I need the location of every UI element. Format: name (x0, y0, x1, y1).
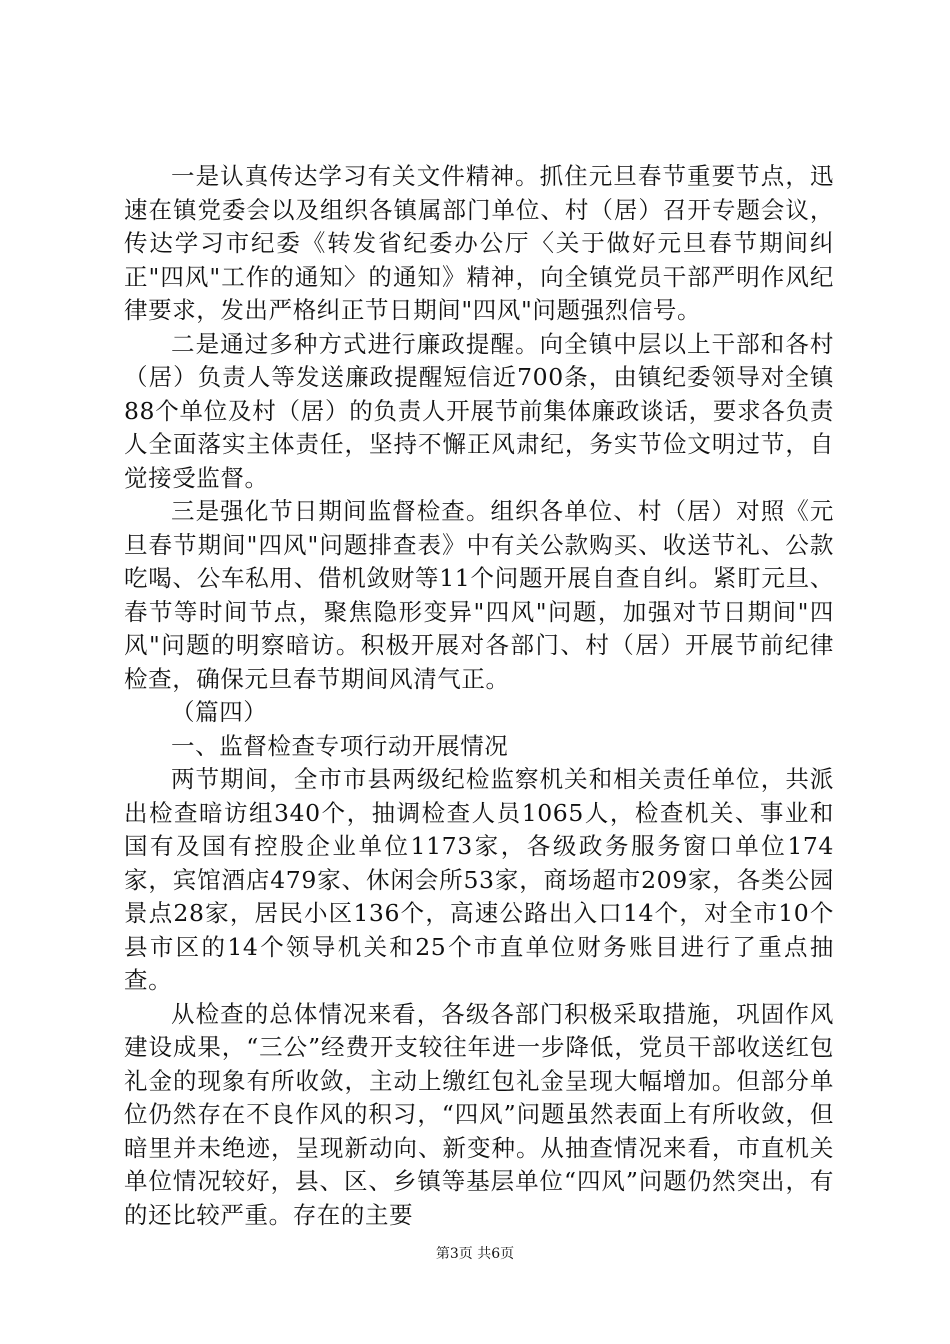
paragraph-2: 二是通过多种方式进行廉政提醒。向全镇中层以上干部和各村（居）负责人等发送廉政提醒短信近700条，由镇纪委领导对全镇88个单位及村（居）的负责人开展节前集体廉政谈话，要求各负责人全面落实主体责任，坚持不懈正风肃纪，务实节俭文明过节，自觉接受监督。 (124, 329, 834, 492)
paragraph-3: 三是强化节日期间监督检查。组织各单位、村（居）对照《元旦春节期间"四风"问题排查表》中有关公款购买、收送节礼、公款吃喝、公车私用、借机敛财等11个问题开展自查自纠。紧盯元旦、春节等时间节点，聚焦隐形变异"四风"问题，加强对节日期间"四风"问题的明察暗访。积极开展对各部门、村（居）开展节前纪律检查，确保元旦春节期间风清气正。 (124, 497, 834, 693)
paragraph-4: 两节期间，全市市县两级纪检监察机关和相关责任单位，共派出检查暗访组340个，抽调检查人员1065人，检查机关、事业和国有及国有控股企业单位1173家，各级政务服务窗口单位174家，宾馆酒店479家、休闲会所53家，商场超市209家，各类公园景点28家，居民小区136个，高速公路出入口14个，对全市10个县市区的14个领导机关和25个市直单位财务账目进行了重点抽查。 (124, 765, 834, 994)
paragraph-5: 从检查的总体情况来看，各级各部门积极采取措施，巩固作风建设成果，“三公”经费开支较往年进一步降低，党员干部收送红包礼金的现象有所收敛，主动上缴红包礼金呈现大幅增加。但部分单位仍然存在不良作风的积习，“四风”问题虽然表面上有所收敛，但暗里并未绝迹，呈现新动向、新变种。从抽查情况来看，市直机关单位情况较好，县、区、乡镇等基层单位“四风”问题仍然突出，有的还比较严重。存在的主要 (124, 999, 834, 1229)
section-label: （篇四） (171, 698, 268, 726)
paragraph-1: 一是认真传达学习有关文件精神。抓住元旦春节重要节点，迅速在镇党委会以及组织各镇属部门单位、村（居）召开专题会议，传达学习市纪委《转发省纪委办公厅〈关于做好元旦春节期间纠正"四风"工作的通知〉的通知》精神，向全镇党员干部严明作风纪律要求，发出严格纠正节日期间"四风"问题强烈信号。 (124, 162, 834, 324)
page-number-footer: 第3页 共6页 (435, 1246, 515, 1262)
document-body (124, 160, 834, 1232)
section-heading: 一、监督检查专项行动开展情况 (171, 731, 509, 760)
